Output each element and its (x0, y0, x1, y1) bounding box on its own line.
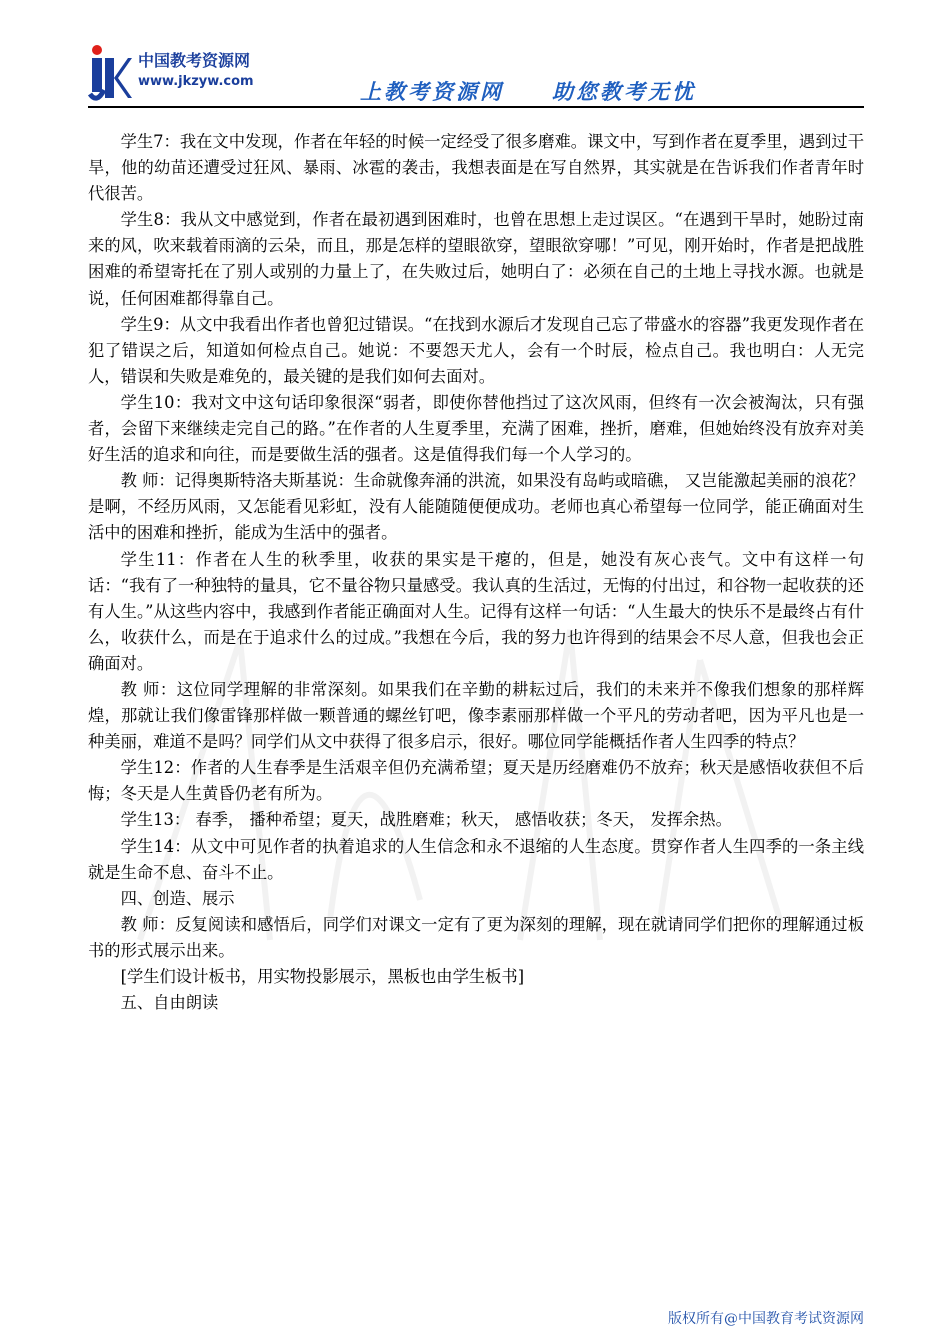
paragraph: 教 师：反复阅读和感悟后，同学们对课文一定有了更为深刻的理解，现在就请同学们把你的理解通过板书的形式展示出来。 (88, 914, 864, 960)
slogan-right: 助您教考无忧 (552, 80, 696, 104)
stage-direction: [学生们设计板书，用实物投影展示，黑板也由学生板书] (120, 967, 525, 986)
logo-text: 中国教考资源网 (138, 51, 251, 70)
paragraph: 学生9：从文中我看出作者也曾犯过错误。“在找到水源后才发现自己忘了带盛水的容器”我更发现作者在犯了错误之后，知道如何检点自己。她说：不要怨天尤人，会有一个时辰，检点自己。我也明白：人无完人，错误和失败是难免的，最关键的是我们如何去面对。 (88, 314, 864, 386)
paragraph: 学生7：我在文中发现，作者在年轻的时候一定经受了很多磨难。课文中，写到作者在夏季里，遇到过干旱，他的幼苗还遭受过狂风、暴雨、冰雹的袭击，我想表面是在写自然界，其实就是在告诉我们作者青年时代很苦。 (88, 132, 864, 204)
paragraph: 学生11：作者在人生的秋季里，收获的果实是干瘪的，但是，她没有灰心丧气。文中有这样一句话：“我有了一种独特的量具，它不量谷物只量感受。我认真的生活过，无悔的付出过，和谷物一起收获的还有人生。”从这些内容中，我感到作者能正确面对人生。记得有这样一句话：“人生最大的快乐不是最终占有什么，收获什么，而是在于追求什么的过成。”我想在今后，我的努力也许得到的结果会不尽人意，但我也会正确面对。 (88, 549, 864, 673)
slogan-left: 上教考资源网 (360, 80, 504, 104)
jk-logo-icon (88, 44, 132, 104)
paragraph: 教 师：这位同学理解的非常深刻。如果我们在辛勤的耕耘过后，我们的未来并不像我们想象的那样辉煌，那就让我们像雷锋那样做一颗普通的螺丝钉吧，像李素丽那样做一个平凡的劳动者吧，因为平凡也是一种美丽，难道不是吗？同学们从文中获得了很多启示，很好。哪位同学能概括作者人生四季的特点？ (88, 679, 864, 752)
paragraph: 学生13： 春季， 播种希望；夏天，战胜磨难；秋天， 感悟收获；冬天， 发挥余热。 (120, 810, 732, 830)
paragraph: 学生10：我对文中这句话印象很深“弱者，即使你替他挡过了这次风雨，但终有一次会被淘汰，只有强者，会留下来继续走完自己的路。”在作者的人生夏季里，充满了困难，挫折，磨难，但她始终没有放弃对美好生活的追求和向往，而是要做生活的强者。这是值得我们每一个人学习的。 (88, 392, 864, 465)
page-header (88, 40, 864, 108)
paragraph: 教 师：记得奥斯特洛夫斯基说：生命就像奔涌的洪流，如果没有岛屿或暗礁， 又岂能激起美丽的浪花？是啊，不经历风雨，又怎能看见彩虹，没有人能随随便便成功。老师也真心希望每一位同学，能正确面对生活中的困难和挫折，能成为生活中的强者。 (88, 471, 864, 543)
document-body (88, 129, 864, 1016)
logo-url[interactable]: www.jkzyw.com (138, 74, 254, 89)
site-logo[interactable] (88, 40, 254, 106)
paragraph: 学生12：作者的人生春季是生活艰辛但仍充满希望；夏天是历经磨难仍不放弃；秋天是感悟收获但不后悔；冬天是人生黄昏仍老有所为。 (88, 758, 864, 804)
section-heading: 五、自由朗读 (120, 993, 219, 1013)
section-heading: 四、创造、展示 (120, 888, 235, 908)
footer-copyright: 版权所有@中国教育考试资源网 (668, 1311, 864, 1327)
header-slogan (360, 76, 744, 106)
paragraph: 学生14：从文中可见作者的执着追求的人生信念和永不退缩的人生态度。贯穿作者人生四季的一条主线就是生命不息、奋斗不止。 (88, 836, 864, 882)
header-divider (88, 106, 864, 108)
paragraph: 学生8：我从文中感觉到，作者在最初遇到困难时，也曾在思想上走过误区。“在遇到干旱时，她盼过南来的风，吹来载着雨滴的云朵，而且，那是怎样的望眼欲穿，望眼欲穿哪！”可见，刚开始时，作者是把战胜困难的希望寄托在了别人或别的力量上了，在失败过后，她明白了：必须在自己的土地上寻找水源。也就是说，任何困难都得靠自己。 (88, 210, 864, 308)
